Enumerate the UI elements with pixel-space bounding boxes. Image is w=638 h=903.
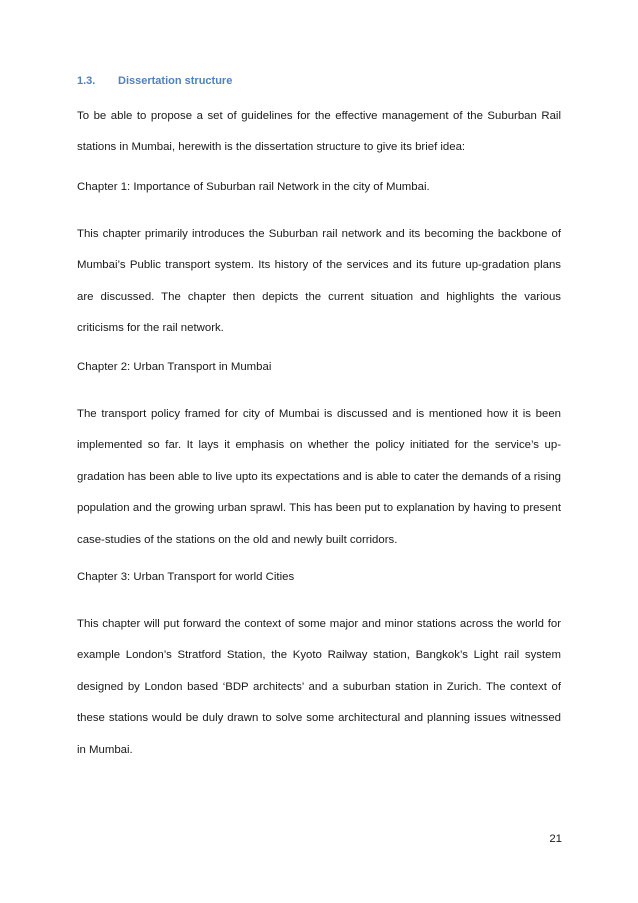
section-heading [77, 75, 232, 87]
section-title: Dissertation structure [118, 75, 233, 87]
section-number: 1.3. [77, 75, 96, 87]
chapter2-heading: Chapter 2: Urban Transport in Mumbai [77, 361, 272, 373]
chapter1-body-container [77, 219, 561, 345]
page-number: 21 [549, 833, 562, 845]
chapter1-heading: Chapter 1: Importance of Suburban rail Network in the city of Mumbai. [77, 181, 430, 193]
chapter3-heading: Chapter 3: Urban Transport for world Cities [77, 571, 295, 583]
chapter3-body-container [77, 609, 561, 766]
chapter2-body: The transport policy framed for city of Mumbai is discussed and is mentioned how it is been implemented so far. It lays it emphasis on whether the policy initiated for the service’s up-gradation has been able to live upto its expectations and is able to cater the demands of a rising population and the growing urban sprawl. This has been put to explanation by having to present case-studies of the stations on the old and newly built corridors. [77, 408, 561, 546]
intro-paragraph-container [77, 101, 561, 164]
chapter2-body-container [77, 399, 561, 556]
intro-paragraph: To be able to propose a set of guidelines for the effective management of the Suburban Rail stations in Mumbai, herewith is the dissertation structure to give its brief idea: [77, 110, 561, 154]
chapter3-body: This chapter will put forward the context of some major and minor stations across the world for example London’s Stratford Station, the Kyoto Railway station, Bangkok’s Light rail system designed by London based ‘BDP architects’ and a suburban station in Zurich. The context of these stations would be duly drawn to solve some architectural and planning issues witnessed in Mumbai. [77, 618, 561, 756]
chapter1-body: This chapter primarily introduces the Suburban rail network and its becoming the backbone of Mumbai’s Public transport system. Its history of the services and its future up-gradation plans are discussed. The chapter then depicts the current situation and highlights the various criticisms for the rail network. [77, 228, 561, 335]
